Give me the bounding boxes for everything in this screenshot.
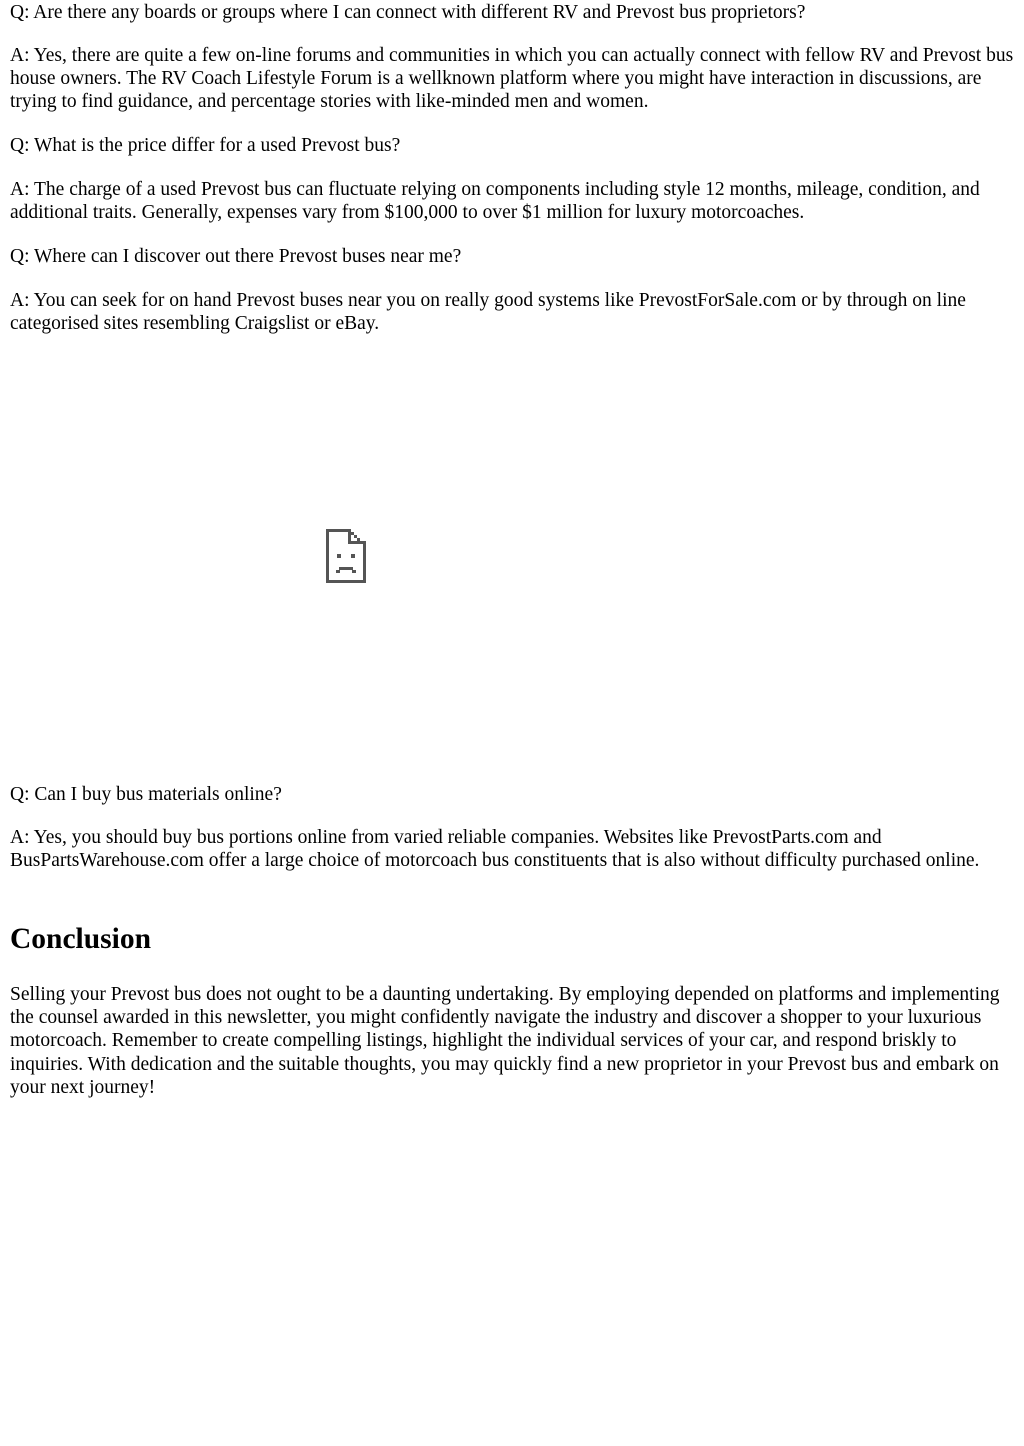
conclusion-body: Selling your Prevost bus does not ought to be a daunting undertaking. By employing depended on platforms and implementing the counsel awarded in this newsletter, you might confidently navigate the industry and discover a shopper to your luxurious motorcoach. Remember to create compelling listings, highlight the individual services of your car, and respond briskly to inquiries. With dedication and the suitable thoughts, you may quickly find a new proprietor in your Prevost bus and embark on your next journey! xyxy=(10,984,1000,1098)
faq-question-2: Q: What is the price differ for a used Prevost bus? xyxy=(10,135,401,156)
faq-answer-2: A: The charge of a used Prevost bus can fluctuate relying on components including style 12 months, mileage, condition, and additional traits. Generally, expenses vary from $100,000 to over $1 million for luxury motorcoaches. xyxy=(10,179,980,224)
faq-answer-1: A: Yes, there are quite a few on-line forums and communities in which you can actually connect with fellow RV and Prevost bus house owners. The RV Coach Lifestyle Forum is a wellknown platform where you might have interaction in discussions, are trying to find guidance, and percentage stories with like-minded men and women. xyxy=(10,45,1014,113)
faq-answer-4: A: Yes, you should buy bus portions online from varied reliable companies. Websites like PrevostParts.com and BusPartsWarehouse.com offer a large choice of motorcoach bus constituents that is also without difficulty purchased online. xyxy=(10,827,980,872)
broken-embed xyxy=(324,527,368,585)
conclusion-heading: Conclusion xyxy=(10,923,151,955)
faq-question-3: Q: Where can I discover out there Prevost buses near me? xyxy=(10,246,462,267)
faq-question-4: Q: Can I buy bus materials online? xyxy=(10,784,282,805)
faq-answer-3: A: You can seek for on hand Prevost buses near you on really good systems like PrevostForSale.com or by through on line categorised sites resembling Craigslist or eBay. xyxy=(10,290,966,335)
faq-question-1: Q: Are there any boards or groups where I can connect with different RV and Prevost bus proprietors? xyxy=(10,2,806,23)
broken-page-icon xyxy=(324,527,368,585)
